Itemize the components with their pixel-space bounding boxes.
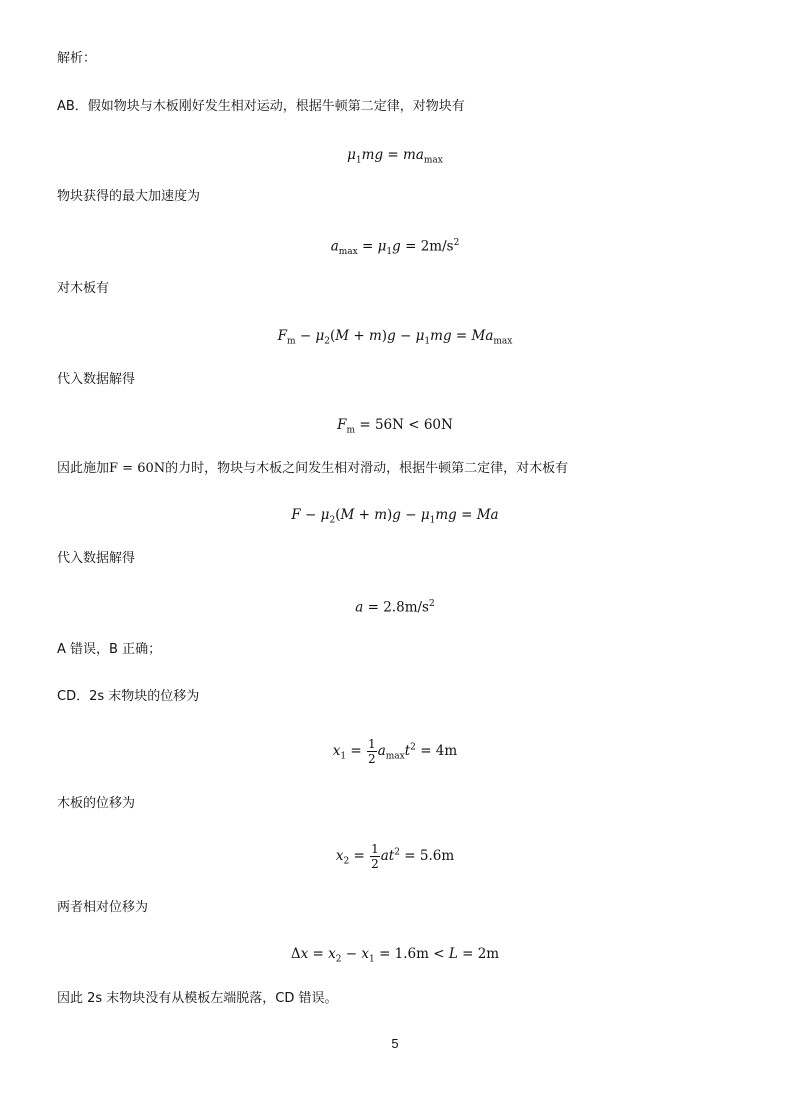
equation-1: $\mu_1mg = ma_{max}$ [347,147,443,166]
equation-7: $x_1$ = $\frac{1}{2}$ $a_{max}t^2 = 4m$ [332,737,458,766]
a-wrong-b-right-text: A 错误，B 正确； [57,642,162,657]
equation-5: $F - \mu_2(M + m)g - \mu_1mg = Ma$ [291,507,499,526]
analysis-label: 解析： [57,51,97,66]
equation-3: $F_m - \mu_2(M + m)g - \mu_1mg = Ma_{max}$ [277,328,513,347]
ab-intro-text: AB．假如物块与木板刚好发生相对运动，根据牛顿第二定律，对物块有 [57,99,465,114]
inline-force-equation: F = 60N [109,461,166,476]
for-board-text: 对木板有 [57,281,110,296]
substitute-text-2: 代入数据解得 [57,551,136,566]
substitute-text-1: 代入数据解得 [57,372,136,387]
board-disp-text: 木板的位移为 [57,796,136,811]
page-number: 5 [391,1036,399,1051]
relative-disp-text: 两者相对位移为 [57,900,149,915]
equation-9: $\Delta x = x_2 - x_1 = 1.6m < L = 2m$ [290,946,500,965]
cd-intro-text: CD．2s 末物块的位移为 [57,689,200,704]
apply-force-text: 因此施加F = 60N的力时，物块与木板之间发生相对滑动，根据牛顿第二定律，对木板有 [57,461,569,476]
conclusion-text: 因此 2s 末物块没有从模板左端脱落，CD 错误。 [57,991,338,1006]
equation-2: $a_{max} = \mu_1g = 2m/s^2$ [330,238,460,258]
equation-4: $F_m = 56N < 60N$ [337,417,453,436]
equation-6: $a = 2.8m/s^2$ [355,599,435,616]
equation-8: $x_2$ = $\frac{1}{2}$ $at^2 = 5.6m$ [335,842,455,871]
block-max-acc-text: 物块获得的最大加速度为 [57,189,201,204]
